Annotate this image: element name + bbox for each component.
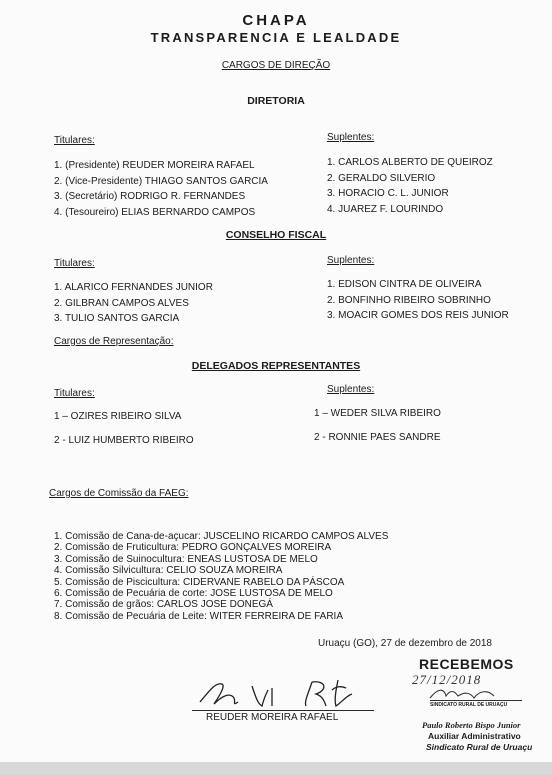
list-item: 1. ALARICO FERNANDES JUNIOR — [54, 282, 213, 293]
list-item: 1. (Presidente) REUDER MOREIRA RAFAEL — [54, 160, 255, 171]
bottom-strip — [0, 762, 552, 775]
delegado-suplente-2: 2 - RONNIE PAES SANDRE — [314, 432, 441, 443]
comissao-label: Cargos de Comissão da FAEG: — [49, 488, 189, 499]
list-item: 3. Comissão de Suinocultura: ENEAS LUSTOSA DE MELO — [54, 553, 318, 565]
section-label: CARGOS DE DIREÇÃO — [221, 60, 331, 71]
document-title: CHAPA — [242, 12, 310, 29]
date-line: Uruaçu (GO), 27 de dezembro de 2018 — [318, 638, 492, 649]
diretoria-heading: DIRETORIA — [247, 95, 305, 107]
list-item: 1. CARLOS ALBERTO DE QUEIROZ — [327, 157, 493, 168]
list-item: 6. Comissão de Pecuária de corte: JOSE LUSTOSA DE MELO — [54, 588, 333, 600]
list-item: 2. GILBRAN CAMPOS ALVES — [54, 297, 189, 309]
conselho-suplentes-list — [327, 277, 509, 324]
stamp-title: RECEBEMOS — [419, 656, 514, 672]
list-item: 8. Comissão de Pecuária de Leite: WITER FERREIRA DE FARIA — [54, 610, 343, 622]
list-item: 4. JUAREZ F. LOURINDO — [327, 203, 444, 215]
list-item: 2. (Vice-Presidente) THIAGO SANTOS GARCIA — [54, 175, 268, 187]
signature-image — [196, 676, 386, 712]
stamp-date: 27/12/2018 — [412, 672, 482, 687]
list-item: 3. (Secretário) RODRIGO R. FERNANDES — [54, 191, 246, 202]
diretoria-suplentes-label: Suplentes: — [327, 132, 375, 143]
conselho-heading: CONSELHO FISCAL — [225, 229, 327, 241]
stamp-name: Paulo Roberto Bispo Junior — [422, 720, 521, 730]
conselho-titulares-label: Titulares: — [54, 258, 95, 269]
conselho-titulares-list — [54, 280, 213, 327]
conselho-suplentes-label: Suplentes: — [327, 255, 375, 266]
signer-name: REUDER MOREIRA RAFAEL — [206, 712, 339, 723]
diretoria-titulares-label: Titulares: — [54, 135, 95, 146]
delegados-titulares-label: Titulares: — [54, 388, 95, 399]
comissao-list — [54, 531, 388, 622]
list-item: 4. (Tesoureiro) ELIAS BERNARDO CAMPOS — [54, 206, 256, 218]
delegados-suplentes-label: Suplentes: — [327, 384, 375, 395]
document-subtitle: TRANSPARENCIA E LEALDADE — [150, 30, 402, 45]
list-item: 2. BONFINHO RIBEIRO SOBRINHO — [327, 294, 491, 306]
list-item: 5. Comissão de Piscicultura: CIDERVANE RABELO DA PÁSCOA — [54, 576, 345, 588]
diretoria-titulares-list — [54, 158, 268, 220]
delegado-titular-1: 1 – OZIRES RIBEIRO SILVA — [54, 411, 182, 422]
list-item: 2. GERALDO SILVERIO — [327, 172, 436, 184]
list-item: 7. Comissão de grãos: CARLOS JOSE DONEGÁ — [54, 599, 273, 611]
representacao-label: Cargos de Representação: — [54, 336, 174, 347]
delegado-titular-2: 2 - LUIZ HUMBERTO RIBEIRO — [54, 435, 194, 446]
list-item: 3. MOACIR GOMES DOS REIS JUNIOR — [327, 310, 509, 321]
diretoria-suplentes-list — [327, 155, 493, 217]
signature-line — [192, 710, 374, 711]
delegado-suplente-1: 1 – WEDER SILVA RIBEIRO — [314, 408, 441, 419]
stamp-org: Sindicato Rural de Uruaçu — [426, 742, 533, 752]
stamp-line — [430, 700, 522, 701]
list-item: 1. Comissão de Cana-de-açucar: JUSCELINO RICARDO CAMPOS ALVES — [54, 531, 389, 542]
stamp-role: Auxiliar Administrativo — [428, 731, 521, 741]
list-item: 4. Comissão Silvicultura: CELIO SOUZA MOREIRA — [54, 565, 283, 577]
list-item: 3. HORACIO C. L. JUNIOR — [327, 188, 449, 199]
delegados-heading: DELEGADOS REPRESENTANTES — [191, 360, 361, 372]
list-item: 1. EDISON CINTRA DE OLIVEIRA — [327, 279, 482, 290]
list-item: 3. TULIO SANTOS GARCIA — [54, 313, 180, 324]
list-item: 2. Comissão de Fruticultura: PEDRO GONÇALVES MOREIRA — [54, 542, 332, 554]
stamp-small-text: SINDICATO RURAL DE URUAÇU — [430, 702, 508, 708]
